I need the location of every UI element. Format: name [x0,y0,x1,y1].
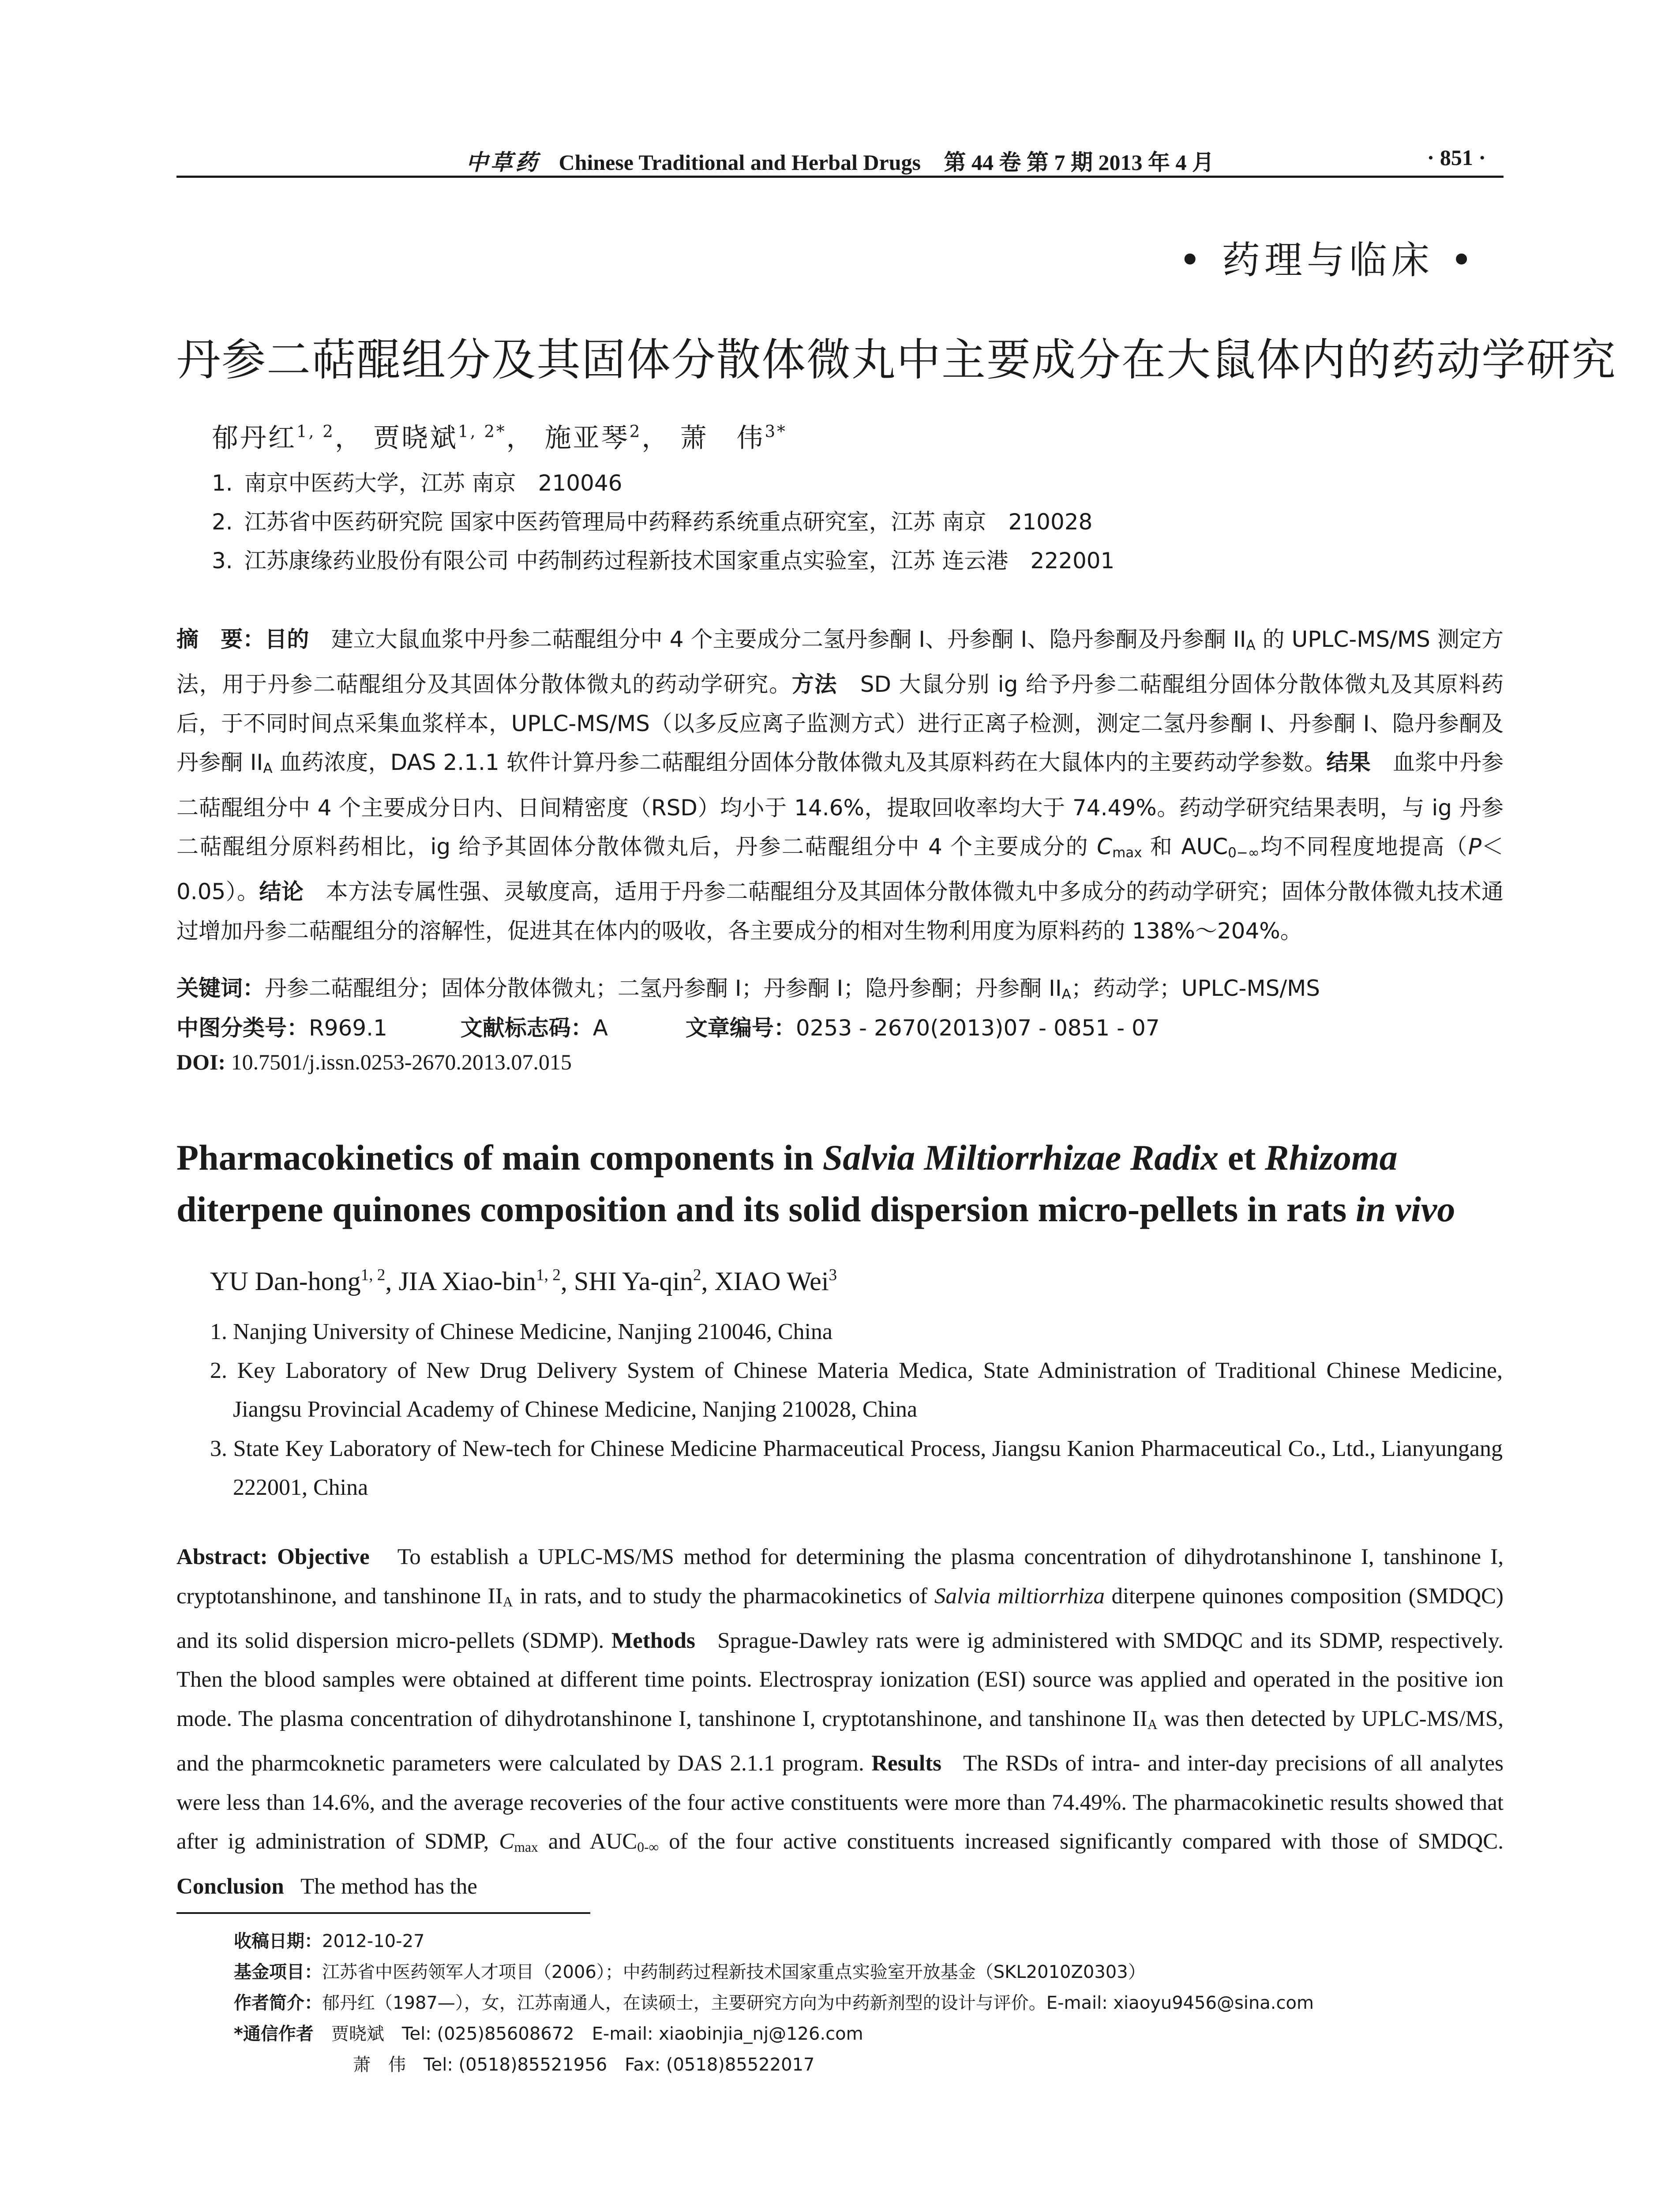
author: 郁丹红$^{1, 2}$， [212,421,363,454]
author: 贾晓斌$^{1, 2*}$， [373,421,535,454]
footnote-rule [176,1912,590,1914]
footnote-corr2: 萧 伟 Tel: (0518)85521956 Fax: (0518)85522017 [353,2055,815,2075]
classification-line: 中图分类号：R969.1 文献标志码：A 文章编号：0253 - 2670(2013)07 - 0851 - 07 [176,1015,1160,1041]
author: JIA Xiao-bin$^{1, 2}$, [398,1266,574,1296]
abstract-en: Abstract: Objective To establish a UPLC-MS/MS method for determining the plasma concentration of dihydrotanshinone I, tanshinone I, cryptotanshinone, and tanshinone $II_A$ in rats, and to study the pharmacokinetics of Salvia miltiorrhiza diterpene quinones composition (SMDQC) and its solid dispersion micro-pellets (SDMP). Methods Sprague-Dawley rats were ig administered with SMDQC and its SDMP, respectively. Then the blood samples were obtained at different time points. Electrospray ionization (ESI) source was applied and operated in the positive ion mode. The plasma concentration of dihydrotanshinone I, tanshinone I, cryptotanshinone, and tanshinone $II_A$ was then detected by UPLC-MS/MS, and the pharmcoknetic parameters were calculated by DAS 2.1.1 program. Results The RSDs of intra- and inter-day precisions of all analytes were less than 14.6%, and the average recoveries of the four active constituents were more than 74.49%. The pharmacokinetic results showed that after ig administration of SDMP, $C_{max}$ and $AUC_{0-\infty}$ of the four active constituents increased significantly compared with those of SMDQC. Conclusion The method has the [176,1545,1504,1899]
affiliation-cn: 1. 南京中医药大学，江苏 南京 210046 [212,470,622,496]
title-en: Pharmacokinetics of main components in Salvia Miltiorrhizae Radix et Rhizoma diterpene quinones composition and its solid dispersion micro-pellets in rats in vivo [176,1137,1455,1229]
author: 萧 伟$^{3*}$ [680,421,787,454]
affiliation-en: 2. Key Laboratory of New Drug Delivery System of Chinese Materia Medica, State Administration of Traditional Chinese Medicine, Jiangsu Provincial Academy of Chinese Medicine, Nanjing 210028, China [210,1358,1503,1422]
footnote-fund: 基金项目：江苏省中医药领军人才项目（2006）；中药制药过程新技术国家重点实验室开放基金（SKL2010Z0303） [234,1962,1146,1982]
title-cn: 丹参二萜醌组分及其固体分散体微丸中主要成分在大鼠体内的药动学研究 [176,334,1616,386]
authors-cn [212,417,787,455]
journal-name-en: Chinese Traditional and Herbal Drugs [559,150,921,175]
doi-line: DOI: 10.7501/j.issn.0253-2670.2013.07.015 [176,1050,572,1074]
footnote-corr: *通信作者 贾晓斌 Tel: (025)85608672 E-mail: xiaobinjia_nj@126.com [234,2024,863,2044]
journal-issue: 第 44 卷 第 7 期 2013 年 4 月 [944,150,1214,175]
header-rule [176,176,1504,178]
affiliation-en: 3. State Key Laboratory of New-tech for Chinese Medicine Pharmaceutical Process, Jiangsu Kanion Pharmaceutical Co., Ltd., Lianyungang 222001, China [210,1436,1503,1500]
footnote-bio: 作者简介：郁丹红（1987—），女，江苏南通人，在读硕士，主要研究方向为中药新剂型的设计与评价。E-mail: xiaoyu9456@sina.com [234,1993,1314,2013]
affiliation-cn: 3. 江苏康缘药业股份有限公司 中药制药过程新技术国家重点实验室，江苏 连云港 222001 [212,548,1115,574]
journal-info [176,145,1504,176]
section-label: • 药理与临床 • [1178,238,1477,282]
affiliation-en: 1. Nanjing University of Chinese Medicine, Nanjing 210046, China [210,1319,833,1344]
author: SHI Ya-qin$^2$, [574,1266,715,1296]
page-number: · 851 · [1427,145,1486,170]
author: XIAO Wei$^3$ [714,1266,837,1296]
abstract-cn: 摘 要：目的 建立大鼠血浆中丹参二萜醌组分中 4 个主要成分二氢丹参酮 I、丹参酮 I、隐丹参酮及丹参酮 $II_A$ 的 UPLC-MS/MS 测定方法，用于丹参二萜醌组分及其固体分散体微丸的药动学研究。方法 SD 大鼠分别 ig 给予丹参二萜醌组分固体分散体微丸及其原料药后，于不同时间点采集血浆样本，UPLC-MS/MS（以多反应离子监测方式）进行正离子检测，测定二氢丹参酮 I、丹参酮 I、隐丹参酮及丹参酮 $II_A$ 血药浓度，DAS 2.1.1 软件计算丹参二萜醌组分固体分散体微丸及其原料药在大鼠体内的主要药动学参数。结果 血浆中丹参二萜醌组分中 4 个主要成分日内、日间精密度（RSD）均小于 14.6%，提取回收率均大于 74.49%。药动学研究结果表明，与 ig 丹参二萜醌组分原料药相比，ig 给予其固体分散体微丸后，丹参二萜醌组分中 4 个主要成分的 $C_{max}$ 和 $AUC_{0-\infty}$均不同程度地提高（P＜0.05）。结论 本方法专属性强、灵敏度高，适用于丹参二萜醌组分及其固体分散体微丸中多成分的药动学研究；固体分散体微丸技术通过增加丹参二萜醌组分的溶解性，促进其在体内的吸收，各主要成分的相对生物利用度为原料药的 138%～204%。 [176,627,1504,944]
authors-en [210,1266,837,1297]
author: 施亚琴$^2$， [544,421,670,454]
journal-name-cn: 中草药 [466,150,540,175]
affiliation-cn: 2. 江苏省中医药研究院 国家中医药管理局中药释药系统重点研究室，江苏 南京 210028 [212,509,1093,535]
keywords-cn: 关键词：丹参二萜醌组分；固体分散体微丸；二氢丹参酮 I；丹参酮 I；隐丹参酮；丹参酮 $II_A$；药动学；UPLC-MS/MS [176,975,1320,1002]
author: YU Dan-hong$^{1, 2}$, [210,1266,399,1296]
footnote-received: 收稿日期：2012-10-27 [234,1931,425,1951]
running-header [176,140,1504,176]
